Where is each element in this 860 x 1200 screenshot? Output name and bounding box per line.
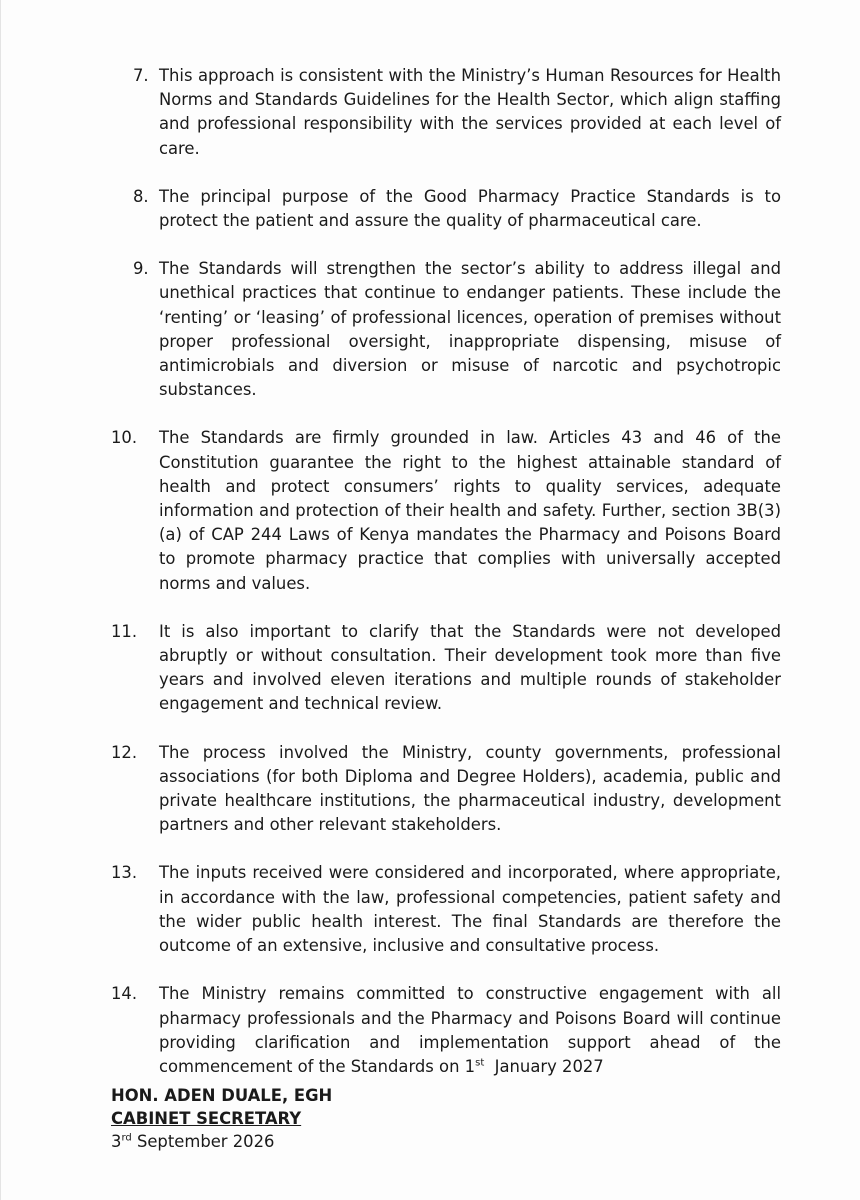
paragraph-text: It is also important to clarify that the Standards were not developed abruptly or without consultation. Their development took more than five years and involved eleven iterations and multiple rounds of stakeholder engagement and technical review. [159, 621, 781, 714]
paragraph-number: 9. [133, 259, 149, 279]
date-day: 3 [111, 1132, 122, 1151]
paragraph-text-end: January 2027 [484, 1056, 604, 1076]
paragraph-text-main: The Ministry remains committed to constructive engagement with all pharmacy professionals and the Pharmacy and Poisons Board will continue providing clarification and implementation support ahead of the commencement of the Standards on 1 [159, 984, 781, 1076]
paragraph-text [159, 982, 781, 1079]
signatory-title: CABINET SECRETARY [111, 1109, 302, 1128]
paragraph-number: 8. [133, 186, 149, 206]
signatory-name: HON. ADEN DUALE, EGH [111, 1086, 333, 1105]
paragraph-number: 10. [111, 428, 138, 448]
paragraph-text: The process involved the Ministry, county governments, professional associations (for both Diploma and Degree Holders), academia, public and private healthcare institutions, the pharmaceutical industry, development partners and other relevant stakeholders. [159, 742, 781, 835]
paragraph-number: 11. [111, 621, 138, 641]
date-ordinal-suffix: rd [121, 1132, 132, 1144]
paragraph-14 [111, 982, 781, 1079]
date-rest: September 2026 [131, 1132, 275, 1151]
paragraph-8 [111, 185, 781, 233]
paragraph-text: The principal purpose of the Good Pharmacy Practice Standards is to protect the patient and assure the quality of pharmaceutical care. [159, 186, 781, 231]
statement-body [111, 64, 781, 1103]
paragraph-9 [111, 257, 781, 402]
paragraph-13 [111, 861, 781, 958]
paragraph-text: The Standards are firmly grounded in law. Articles 43 and 46 of the Constitution guarantee the right to the highest attainable standard of health and protect consumers’ rights to quality services, adequate information and protection of their health and safety. Further, section 3B(3)(a) of CAP 244 Laws of Kenya mandates the Pharmacy and Poisons Board to promote pharmacy practice that complies with universally accepted norms and values. [159, 428, 781, 593]
paragraph-number: 12. [111, 742, 138, 762]
paragraph-number: 7. [133, 66, 149, 85]
paragraph-11 [111, 620, 781, 717]
signature-date [111, 1130, 332, 1153]
paragraph-text: This approach is consistent with the Ministry’s Human Resources for Health Norms and Standards Guidelines for the Health Sector, which align staffing and professional responsibility with the services provided at each level of care. [159, 66, 781, 158]
paragraph-text: The inputs received were considered and incorporated, where appropriate, in accordance with the law, professional competencies, patient safety and the wider public health interest. The final Standards are therefore the outcome of an extensive, inclusive and consultative process. [159, 863, 781, 956]
paragraph-12 [111, 741, 781, 838]
ordinal-suffix: st [475, 1057, 485, 1069]
signature-block [111, 1084, 332, 1153]
paragraph-number: 13. [111, 863, 138, 883]
paragraph-number: 14. [111, 984, 138, 1004]
paragraph-text: The Standards will strengthen the sector’s ability to address illegal and unethical practices that continue to endanger patients. These include the ‘renting’ or ‘leasing’ of professional licences, operation of premises without proper professional oversight, inappropriate dispensing, misuse of antimicrobials and diversion or misuse of narcotic and psychotropic substances. [159, 259, 781, 400]
paragraph-7 [111, 64, 781, 161]
paragraph-10 [111, 426, 781, 595]
